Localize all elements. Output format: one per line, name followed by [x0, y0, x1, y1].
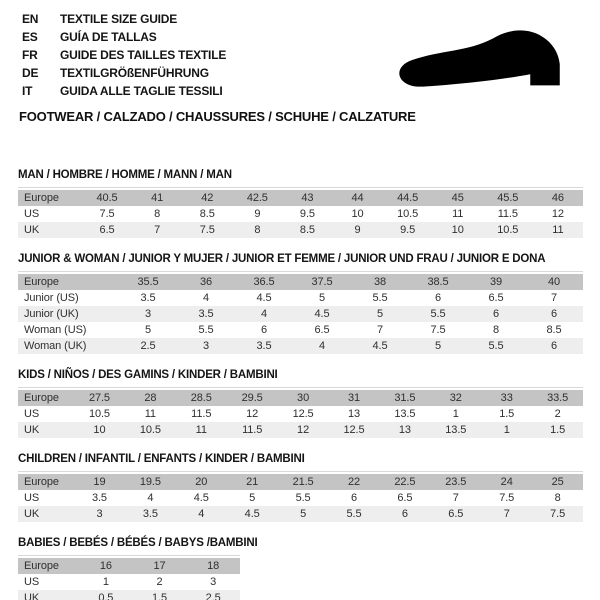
size-cell: 41: [151, 192, 164, 204]
size-table: [18, 187, 583, 238]
size-cell: 11.5: [191, 408, 212, 420]
size-cell: 4.5: [244, 508, 260, 520]
size-cell: 40: [547, 276, 561, 288]
language-row: [22, 46, 226, 64]
size-cell: 45.5: [497, 192, 519, 204]
size-cell: 35.5: [137, 276, 159, 288]
size-cell: 2.5: [205, 592, 221, 600]
table-title: BABIES / BEBÉS / BÉBÉS / BABYS /BAMBINI: [18, 537, 258, 549]
size-cell: 28.5: [190, 392, 212, 404]
size-cell: 8: [554, 492, 561, 504]
size-cell: 6: [350, 492, 357, 504]
size-cell: 27.5: [88, 392, 110, 404]
size-cell: 7: [154, 224, 161, 236]
size-cell: 5.5: [295, 492, 311, 504]
size-cell: 5.5: [430, 308, 446, 320]
row-label: UK: [24, 224, 40, 236]
size-cell: 6.5: [448, 508, 464, 520]
size-table-section: [18, 537, 583, 600]
size-cell: 19: [93, 476, 106, 488]
size-cell: 9: [254, 208, 261, 220]
size-cell: 30: [297, 392, 310, 404]
size-cell: 5.5: [488, 340, 504, 352]
size-cell: 21.5: [292, 476, 314, 488]
size-cell: 11.5: [242, 424, 263, 436]
table-header-row: [18, 474, 583, 490]
size-cell: 23.5: [445, 476, 467, 488]
size-cell: 8: [492, 324, 500, 336]
size-cell: 4.5: [372, 340, 388, 352]
size-cell: 17: [153, 560, 166, 572]
size-cell: 43: [301, 192, 314, 204]
size-cell: 22: [347, 476, 360, 488]
size-cell: 32: [449, 392, 462, 404]
size-cell: 6: [492, 308, 500, 320]
size-cell: 29.5: [241, 392, 263, 404]
size-cell: 0.5: [98, 592, 114, 600]
row-label: Junior (UK): [24, 308, 79, 320]
size-cell: 5.5: [198, 324, 214, 336]
size-cell: 31.5: [394, 392, 416, 404]
language-row: [22, 28, 226, 46]
size-cell: 5.5: [346, 508, 362, 520]
size-cell: 10.5: [88, 408, 110, 420]
size-cell: 7: [503, 508, 510, 520]
language-list: [22, 10, 226, 100]
size-table-section: [18, 253, 583, 354]
size-cell: 10: [451, 224, 464, 236]
table-row: [18, 206, 583, 222]
size-cell: 10: [351, 208, 364, 220]
row-label: US: [24, 208, 40, 220]
row-label: US: [24, 576, 40, 588]
table-title: MAN / HOMBRE / HOMME / MANN / MAN: [18, 169, 232, 181]
size-cell: 36: [199, 276, 213, 288]
size-cell: 1.5: [550, 424, 566, 436]
row-label: UK: [24, 592, 40, 600]
size-cell: 6: [260, 324, 268, 336]
language-label: GUIDE DES TAILLES TEXTILE: [60, 48, 227, 62]
size-cell: 7: [452, 492, 459, 504]
size-cell: 44: [351, 192, 364, 204]
row-label: Europe: [24, 276, 59, 288]
size-cell: 6: [550, 308, 558, 320]
size-cell: 5: [318, 292, 326, 304]
size-table: [18, 471, 583, 522]
size-cell: 8.5: [199, 208, 215, 220]
dress-shoe-icon: [396, 26, 574, 96]
size-cell: 1.5: [499, 408, 515, 420]
size-cell: 3: [144, 308, 152, 320]
size-cell: 45: [451, 192, 464, 204]
language-code: DE: [22, 66, 39, 80]
size-cell: 8: [154, 208, 161, 220]
size-cell: 12: [246, 408, 259, 420]
language-code: FR: [22, 48, 38, 62]
size-cell: 10.5: [139, 424, 161, 436]
size-cell: 7.5: [430, 324, 446, 336]
table-title: KIDS / NIÑOS / DES GAMINS / KINDER / BAMBINI: [18, 369, 278, 381]
table-row: [18, 306, 583, 322]
size-cell: 36.5: [253, 276, 275, 288]
size-cell: 5: [376, 308, 384, 320]
size-cell: 20: [195, 476, 208, 488]
size-cell: 6.5: [314, 324, 330, 336]
size-cell: 44.5: [397, 192, 419, 204]
size-cell: 33: [500, 392, 513, 404]
size-cell: 12: [551, 208, 564, 220]
size-cell: 28: [144, 392, 157, 404]
size-table: [18, 387, 583, 438]
size-cell: 4.5: [314, 308, 330, 320]
size-cell: 46: [551, 192, 564, 204]
size-cell: 11: [195, 424, 207, 436]
row-label: Europe: [24, 476, 59, 488]
size-cell: 1: [503, 424, 510, 436]
size-cell: 5: [434, 340, 442, 352]
table-row: [18, 490, 583, 506]
size-cell: 21: [246, 476, 259, 488]
size-cell: 24: [500, 476, 513, 488]
size-cell: 25: [551, 476, 564, 488]
language-label: TEXTILE SIZE GUIDE: [60, 12, 178, 26]
language-code: EN: [22, 12, 39, 26]
size-cell: 6.5: [488, 292, 504, 304]
size-cell: 7.5: [99, 208, 115, 220]
language-label: GUIDA ALLE TAGLIE TESSILI: [60, 84, 223, 98]
size-cell: 3: [202, 340, 210, 352]
size-cell: 5: [300, 508, 307, 520]
size-cell: 5: [249, 492, 256, 504]
size-table-section: [18, 169, 583, 238]
table-row: [18, 338, 583, 354]
size-cell: 38: [373, 276, 387, 288]
table-row: [18, 322, 583, 338]
size-cell: 13.5: [394, 408, 416, 420]
row-label: Europe: [24, 392, 59, 404]
size-cell: 11: [144, 408, 156, 420]
size-cell: 11.5: [497, 208, 518, 220]
category-heading: FOOTWEAR / CALZADO / CHAUSSURES / SCHUHE / CALZATURE: [19, 109, 416, 124]
size-cell: 38.5: [427, 276, 449, 288]
size-cell: 5.5: [372, 292, 388, 304]
size-cell: 2: [554, 408, 561, 420]
table-row: [18, 290, 583, 306]
size-cell: 8: [254, 224, 261, 236]
size-cell: 4: [147, 492, 154, 504]
size-cell: 7: [376, 324, 384, 336]
size-table-section: [18, 453, 583, 522]
table-header-row: [18, 190, 583, 206]
size-cell: 7.5: [199, 224, 215, 236]
table-header-row: [18, 274, 583, 290]
table-row: [18, 222, 583, 238]
size-cell: 3.5: [256, 340, 272, 352]
size-cell: 3.5: [198, 308, 214, 320]
language-label: TEXTILGRÖßENFÜHRUNG: [60, 66, 209, 80]
table-title: CHILDREN / INFANTIL / ENFANTS / KINDER / BAMBINI: [18, 453, 305, 465]
language-row: [22, 82, 226, 100]
size-cell: 5: [144, 324, 152, 336]
size-cell: 9: [354, 224, 361, 236]
size-cell: 11: [552, 224, 564, 236]
size-cell: 7.5: [550, 508, 566, 520]
size-cell: 4.5: [193, 492, 209, 504]
size-cell: 42: [201, 192, 214, 204]
size-cell: 12.5: [292, 408, 314, 420]
size-cell: 6.5: [397, 492, 413, 504]
size-cell: 9.5: [400, 224, 416, 236]
row-label: Woman (UK): [24, 340, 87, 352]
size-cell: 3.5: [140, 292, 156, 304]
table-title: JUNIOR & WOMAN / JUNIOR Y MUJER / JUNIOR ET FEMME / JUNIOR UND FRAU / JUNIOR E DONA: [18, 253, 546, 265]
size-cell: 10: [93, 424, 106, 436]
size-table-section: [18, 369, 583, 438]
row-label: Europe: [24, 192, 59, 204]
size-cell: 1: [452, 408, 459, 420]
size-cell: 6: [550, 340, 558, 352]
size-cell: 12.5: [343, 424, 365, 436]
language-code: IT: [22, 84, 33, 98]
size-cell: 6.5: [99, 224, 115, 236]
size-cell: 3.5: [91, 492, 107, 504]
size-cell: 7: [550, 292, 558, 304]
size-cell: 37.5: [311, 276, 333, 288]
size-cell: 10.5: [397, 208, 419, 220]
size-cell: 13: [347, 408, 360, 420]
size-table: [18, 555, 240, 600]
size-cell: 18: [207, 560, 220, 572]
row-label: Junior (US): [24, 292, 79, 304]
size-cell: 1.5: [152, 592, 167, 600]
size-table: [18, 271, 583, 354]
size-cell: 4: [318, 340, 326, 352]
language-row: [22, 10, 226, 28]
table-row: [18, 506, 583, 522]
size-cell: 7.5: [499, 492, 515, 504]
size-cell: 6: [401, 508, 408, 520]
table-row: [18, 574, 240, 590]
size-cell: 3.5: [142, 508, 158, 520]
size-cell: 3: [210, 576, 217, 588]
size-cell: 8.5: [546, 324, 562, 336]
size-cell: 16: [99, 560, 112, 572]
size-cell: 4: [202, 292, 210, 304]
table-header-row: [18, 558, 240, 574]
size-tables: [18, 162, 583, 600]
language-row: [22, 64, 226, 82]
language-label: GUÍA DE TALLAS: [60, 30, 157, 44]
size-cell: 40.5: [96, 192, 118, 204]
row-label: Woman (US): [24, 324, 87, 336]
row-label: UK: [24, 424, 40, 436]
size-cell: 12: [297, 424, 310, 436]
size-cell: 13: [398, 424, 411, 436]
size-cell: 42.5: [246, 192, 268, 204]
size-cell: 19.5: [139, 476, 161, 488]
row-label: US: [24, 408, 40, 420]
row-label: Europe: [24, 560, 59, 572]
language-code: ES: [22, 30, 38, 44]
size-cell: 10.5: [497, 224, 519, 236]
size-cell: 22.5: [394, 476, 416, 488]
size-cell: 39: [489, 276, 503, 288]
size-cell: 31: [347, 392, 360, 404]
size-cell: 2: [156, 576, 163, 588]
size-cell: 9.5: [299, 208, 315, 220]
table-row: [18, 590, 240, 600]
table-header-row: [18, 390, 583, 406]
size-cell: 2.5: [140, 340, 156, 352]
size-cell: 3: [96, 508, 103, 520]
size-cell: 1: [102, 576, 109, 588]
table-row: [18, 406, 583, 422]
size-cell: 4: [198, 508, 205, 520]
size-cell: 11: [452, 208, 464, 220]
size-cell: 8.5: [299, 224, 315, 236]
row-label: US: [24, 492, 40, 504]
size-cell: 6: [434, 292, 442, 304]
size-cell: 4: [260, 308, 268, 320]
size-cell: 13.5: [445, 424, 467, 436]
size-cell: 4.5: [256, 292, 272, 304]
size-cell: 33.5: [547, 392, 569, 404]
table-row: [18, 422, 583, 438]
row-label: UK: [24, 508, 40, 520]
